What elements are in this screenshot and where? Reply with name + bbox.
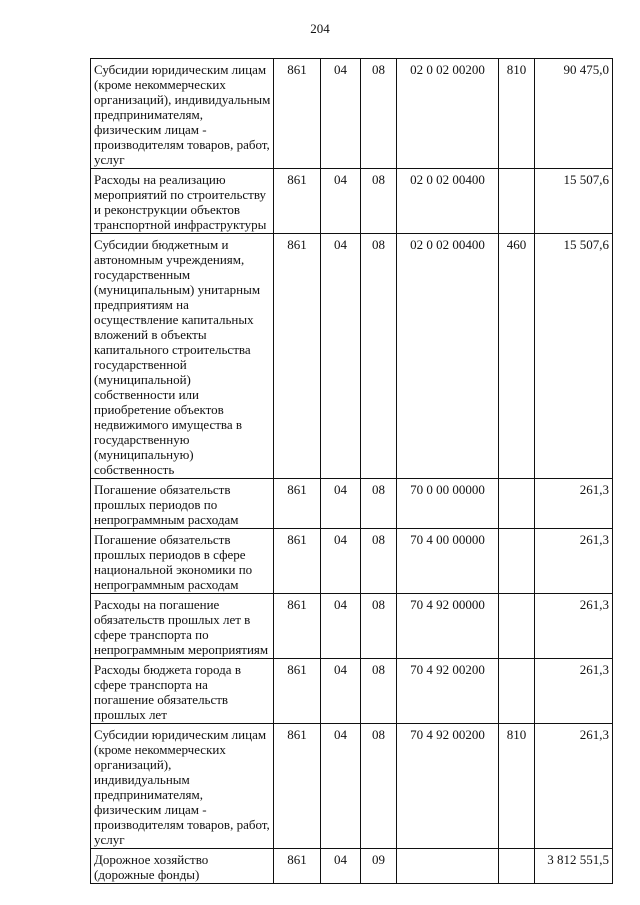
- subsection-code-cell: 08: [361, 724, 397, 849]
- section-code-cell: 04: [321, 479, 361, 529]
- target-article-cell: 70 4 00 00000: [397, 529, 499, 594]
- grbs-code-cell: 861: [274, 659, 321, 724]
- grbs-code-cell: 861: [274, 59, 321, 169]
- section-code-cell: 04: [321, 849, 361, 884]
- table-row: [91, 724, 613, 849]
- row-name-cell: Расходы на погашение обязательств прошлых лет в сфере транспорта по непрограммным мероприятиям: [91, 594, 274, 659]
- amount-cell: 3 812 551,5: [535, 849, 613, 884]
- section-code-cell: 04: [321, 659, 361, 724]
- row-name-cell: Расходы на реализацию мероприятий по строительству и реконструкции объектов транспортной инфраструктуры: [91, 169, 274, 234]
- subsection-code-cell: 08: [361, 59, 397, 169]
- amount-cell: 261,3: [535, 594, 613, 659]
- section-code-cell: 04: [321, 529, 361, 594]
- expense-type-cell: 460: [499, 234, 535, 479]
- expense-type-cell: [499, 659, 535, 724]
- expense-type-cell: 810: [499, 724, 535, 849]
- table-row: [91, 849, 613, 884]
- table-row: [91, 594, 613, 659]
- amount-cell: 261,3: [535, 529, 613, 594]
- table-row: [91, 529, 613, 594]
- section-code-cell: 04: [321, 169, 361, 234]
- row-name-cell: Субсидии бюджетным и автономным учреждениям, государственным (муниципальным) унитарным предприятиям на осуществление капитальных вложений в объекты капитального строительства государственной (муниципальной) собственности или приобретение объектов недвижимого имущества в государственную (муниципальную) собственность: [91, 234, 274, 479]
- target-article-cell: [397, 849, 499, 884]
- amount-cell: 261,3: [535, 659, 613, 724]
- amount-cell: 90 475,0: [535, 59, 613, 169]
- amount-cell: 261,3: [535, 479, 613, 529]
- target-article-cell: 02 0 02 00400: [397, 169, 499, 234]
- row-name-cell: Погашение обязательств прошлых периодов по непрограммным расходам: [91, 479, 274, 529]
- table-row: [91, 234, 613, 479]
- amount-cell: 261,3: [535, 724, 613, 849]
- subsection-code-cell: 08: [361, 529, 397, 594]
- subsection-code-cell: 08: [361, 479, 397, 529]
- grbs-code-cell: 861: [274, 169, 321, 234]
- row-name-cell: Субсидии юридическим лицам (кроме некоммерческих организаций), индивидуальным предпринимателям, физическим лицам - производителям товаров, работ, услуг: [91, 59, 274, 169]
- target-article-cell: 02 0 02 00400: [397, 234, 499, 479]
- section-code-cell: 04: [321, 594, 361, 659]
- target-article-cell: 70 4 92 00200: [397, 724, 499, 849]
- expense-type-cell: [499, 529, 535, 594]
- amount-cell: 15 507,6: [535, 169, 613, 234]
- target-article-cell: 70 0 00 00000: [397, 479, 499, 529]
- table-row: [91, 59, 613, 169]
- target-article-cell: 70 4 92 00000: [397, 594, 499, 659]
- budget-table: [90, 58, 613, 884]
- table-row: [91, 169, 613, 234]
- expense-type-cell: 810: [499, 59, 535, 169]
- row-name-cell: Погашение обязательств прошлых периодов в сфере национальной экономики по непрограммным расходам: [91, 529, 274, 594]
- expense-type-cell: [499, 849, 535, 884]
- section-code-cell: 04: [321, 724, 361, 849]
- grbs-code-cell: 861: [274, 849, 321, 884]
- grbs-code-cell: 861: [274, 234, 321, 479]
- subsection-code-cell: 08: [361, 594, 397, 659]
- subsection-code-cell: 08: [361, 234, 397, 479]
- target-article-cell: 70 4 92 00200: [397, 659, 499, 724]
- table-row: [91, 479, 613, 529]
- section-code-cell: 04: [321, 59, 361, 169]
- row-name-cell: Дорожное хозяйство (дорожные фонды): [91, 849, 274, 884]
- expense-type-cell: [499, 169, 535, 234]
- subsection-code-cell: 08: [361, 169, 397, 234]
- amount-cell: 15 507,6: [535, 234, 613, 479]
- page-number: 204: [310, 21, 330, 36]
- subsection-code-cell: 09: [361, 849, 397, 884]
- target-article-cell: 02 0 02 00200: [397, 59, 499, 169]
- grbs-code-cell: 861: [274, 724, 321, 849]
- expense-type-cell: [499, 479, 535, 529]
- table-row: [91, 659, 613, 724]
- row-name-cell: Субсидии юридическим лицам (кроме некоммерческих организаций), индивидуальным предпринимателям, физическим лицам - производителям товаров, работ, услуг: [91, 724, 274, 849]
- subsection-code-cell: 08: [361, 659, 397, 724]
- section-code-cell: 04: [321, 234, 361, 479]
- grbs-code-cell: 861: [274, 529, 321, 594]
- row-name-cell: Расходы бюджета города в сфере транспорта на погашение обязательств прошлых лет: [91, 659, 274, 724]
- grbs-code-cell: 861: [274, 594, 321, 659]
- expense-type-cell: [499, 594, 535, 659]
- grbs-code-cell: 861: [274, 479, 321, 529]
